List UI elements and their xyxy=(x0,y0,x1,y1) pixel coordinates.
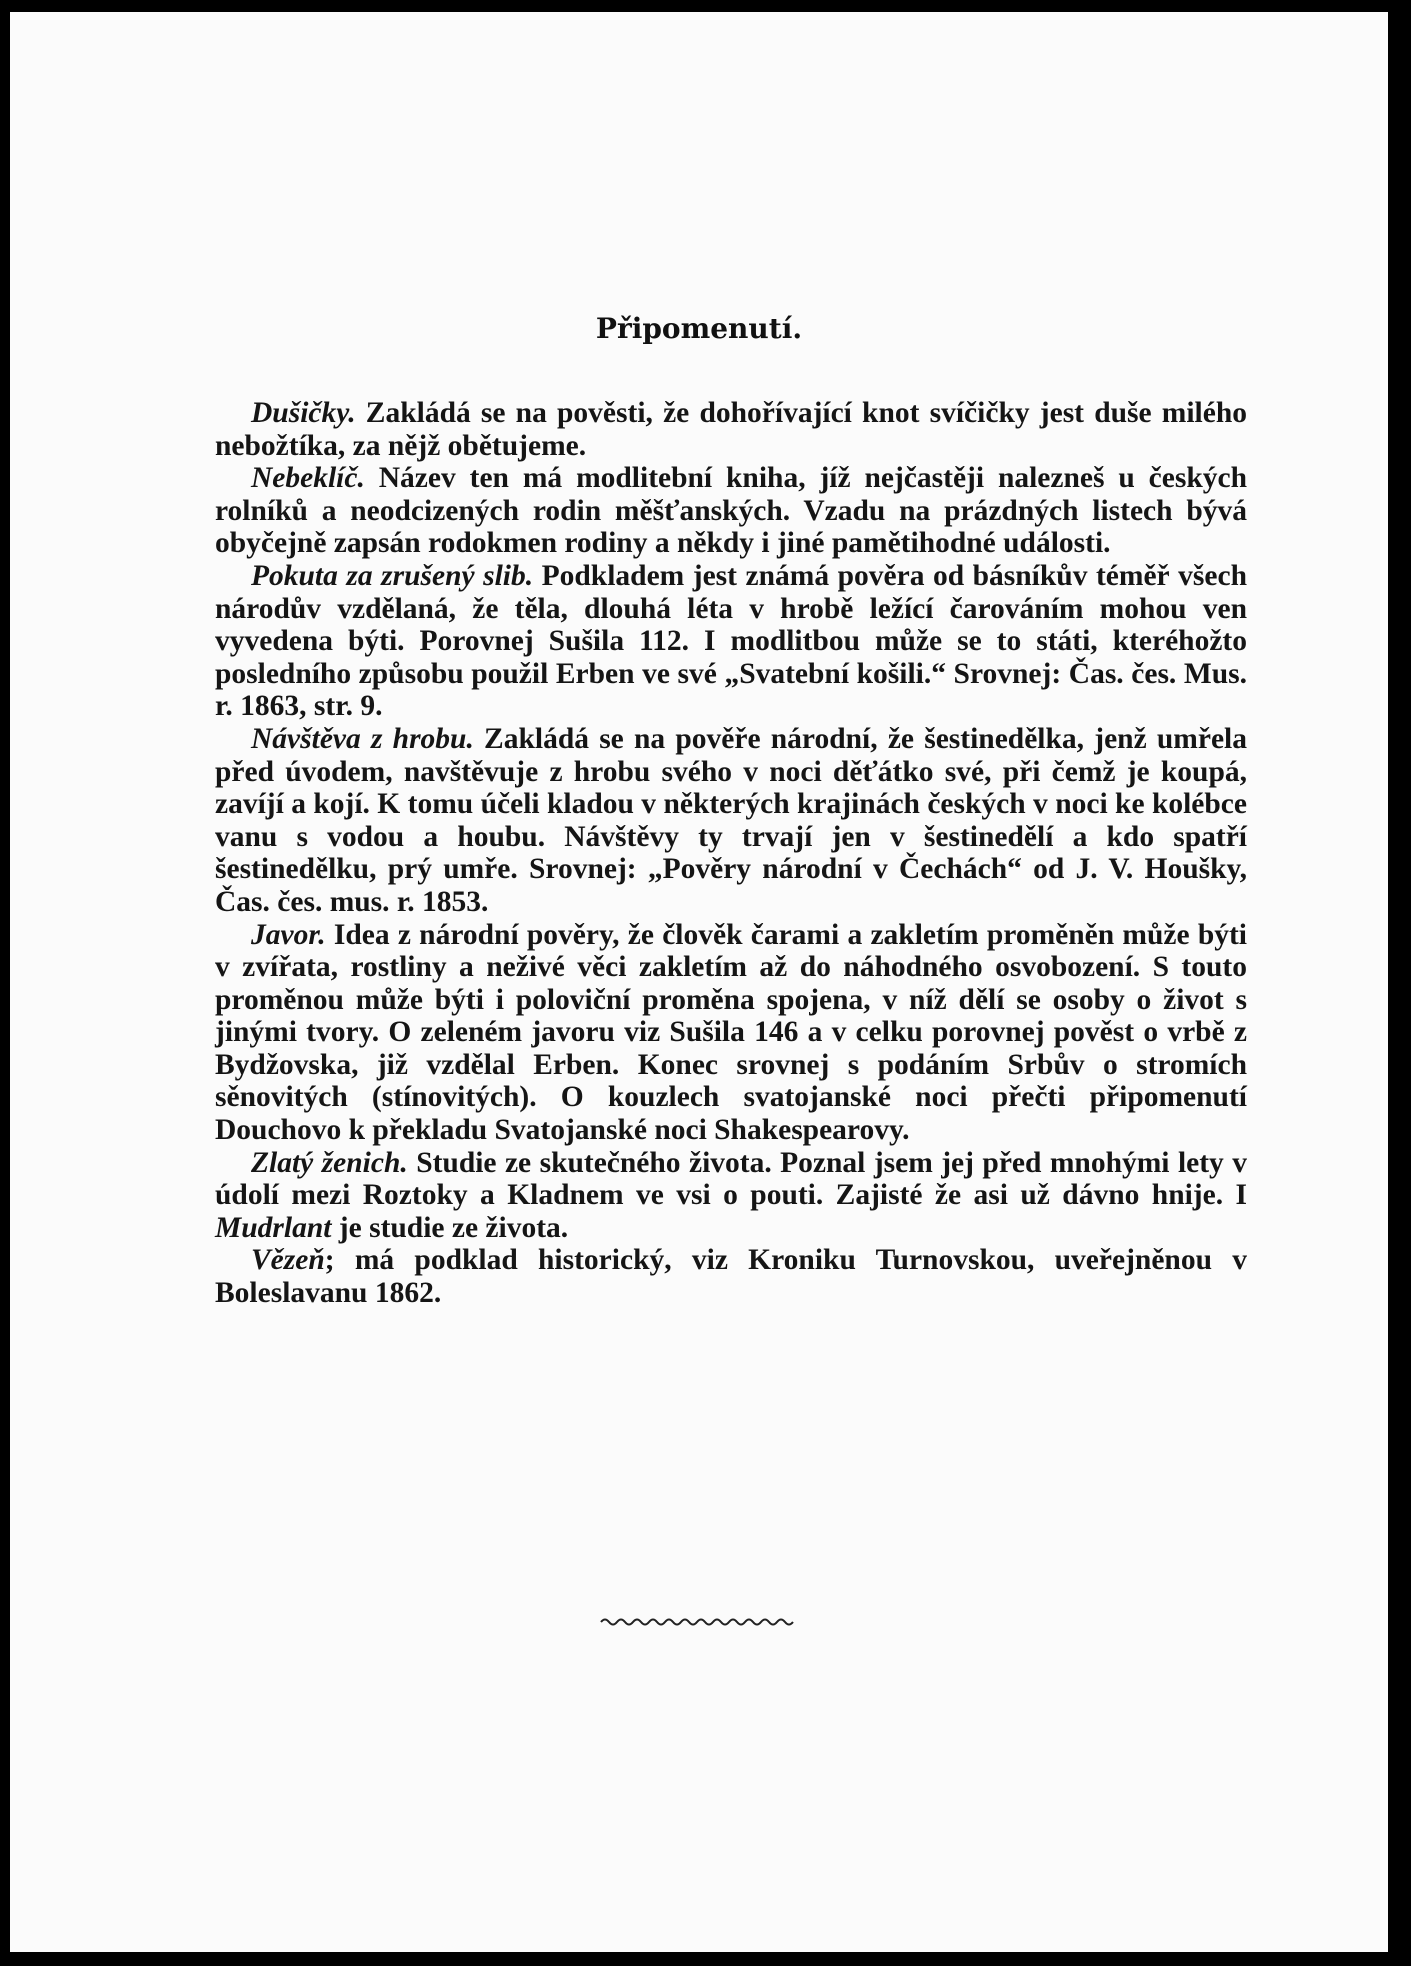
notes-body xyxy=(215,397,1247,1310)
end-ornament xyxy=(10,1615,1388,1633)
note-dusicky xyxy=(215,397,1247,462)
document-page xyxy=(10,12,1388,1952)
note-term: Javor. xyxy=(251,918,326,951)
note-zlaty-zenich xyxy=(215,1147,1247,1245)
note-pokuta xyxy=(215,560,1247,723)
note-term: Dušičky. xyxy=(251,397,356,429)
note-javor xyxy=(215,919,1247,1147)
note-term: Pokuta za zrušený slib. xyxy=(251,559,534,592)
note-text: Idea z národní pověry, že člověk čarami a zakletím proměněn může býti v zvířata, rostliny a neživé věci zakletím až do náhodného osvobození. S touto proměnou může býti i poloviční proměna spojena, v níž dělí se osoby o život s jinými tvory. O zeleném javoru viz Sušila 146 a v celku porovnej pověst o vrbě z Bydžovska, již vzdělal Erben. Konec srovnej s podáním Srbův o stromích sěnovitých (stínovitých). O kouzlech svatojanské noci přečti připomenutí Douchovo k překladu Svatojanské noci Shakespearovy. xyxy=(215,918,1247,1147)
note-text: Studie ze skutečného života. Poznal jsem jej před mnohými lety v údolí mezi Roztoky a Kladnem ve vsi o pouti. Zajisté že asi už dávno hnije. I xyxy=(215,1146,1247,1212)
note-term: Nebeklíč. xyxy=(251,462,365,495)
note-text-tail: je studie ze života. xyxy=(331,1211,569,1244)
note-text: Podkladem jest známá pověra od básníkův téměř všech národův vzdělaná, že těla, dlouhá léta v hrobě ležící čarováním mohou ven vyvedena býti. Porovnej Sušila 112. I modlitbou může se to státi, kteréhožto posledního způsobu použil Erben ve své „Svatební košili.“ Srovnej: Čas. čes. Mus. r. 1863, str. 9. xyxy=(215,559,1247,723)
note-text: Zakládá se na pověře národní, že šestinedělka, jenž umřela před úvodem, navštěvuje z hrobu svého v noci děťátko své, při čemž je koupá, zavíjí a kojí. K tomu účeli kladou v některých krajinách českých v noci ke kolébce vanu s vodou a houbu. Návštěvy ty trvají jen v šestinedělí a kdo spatří šestinedělku, prý umře. Srovnej: „Pověry národní v Čechách“ od J. V. Houšky, Čas. čes. mus. r. 1853. xyxy=(215,722,1247,918)
note-text: Název ten má modlitební kniha, jíž nejčastěji nalezneš u českých rolníků a neodcizených rodin měšťanských. Vzadu na prázdných listech bývá obyčejně zapsán rodokmen rodiny a někdy i jiné pamětihodné události. xyxy=(215,462,1247,560)
note-navsteva xyxy=(215,723,1247,919)
page-title: Připomenutí. xyxy=(595,312,803,345)
note-term: Vězeň xyxy=(251,1244,325,1277)
note-term-inline: Mudrlant xyxy=(215,1211,332,1244)
note-term: Návštěva z hrobu. xyxy=(251,722,474,755)
note-text: ; má podklad historický, viz Kroniku Turnovskou, uveřejněnou v Boleslavanu 1862. xyxy=(215,1244,1247,1310)
note-vezen xyxy=(215,1244,1247,1309)
note-text: Zakládá se na pověsti, že dohořívající knot svíčičky jest duše milého nebožtíka, za nějž obětujeme. xyxy=(215,397,1247,462)
note-term: Zlatý ženich. xyxy=(251,1146,408,1179)
wavy-rule-icon xyxy=(599,1616,799,1628)
note-nebeklic xyxy=(215,462,1247,560)
